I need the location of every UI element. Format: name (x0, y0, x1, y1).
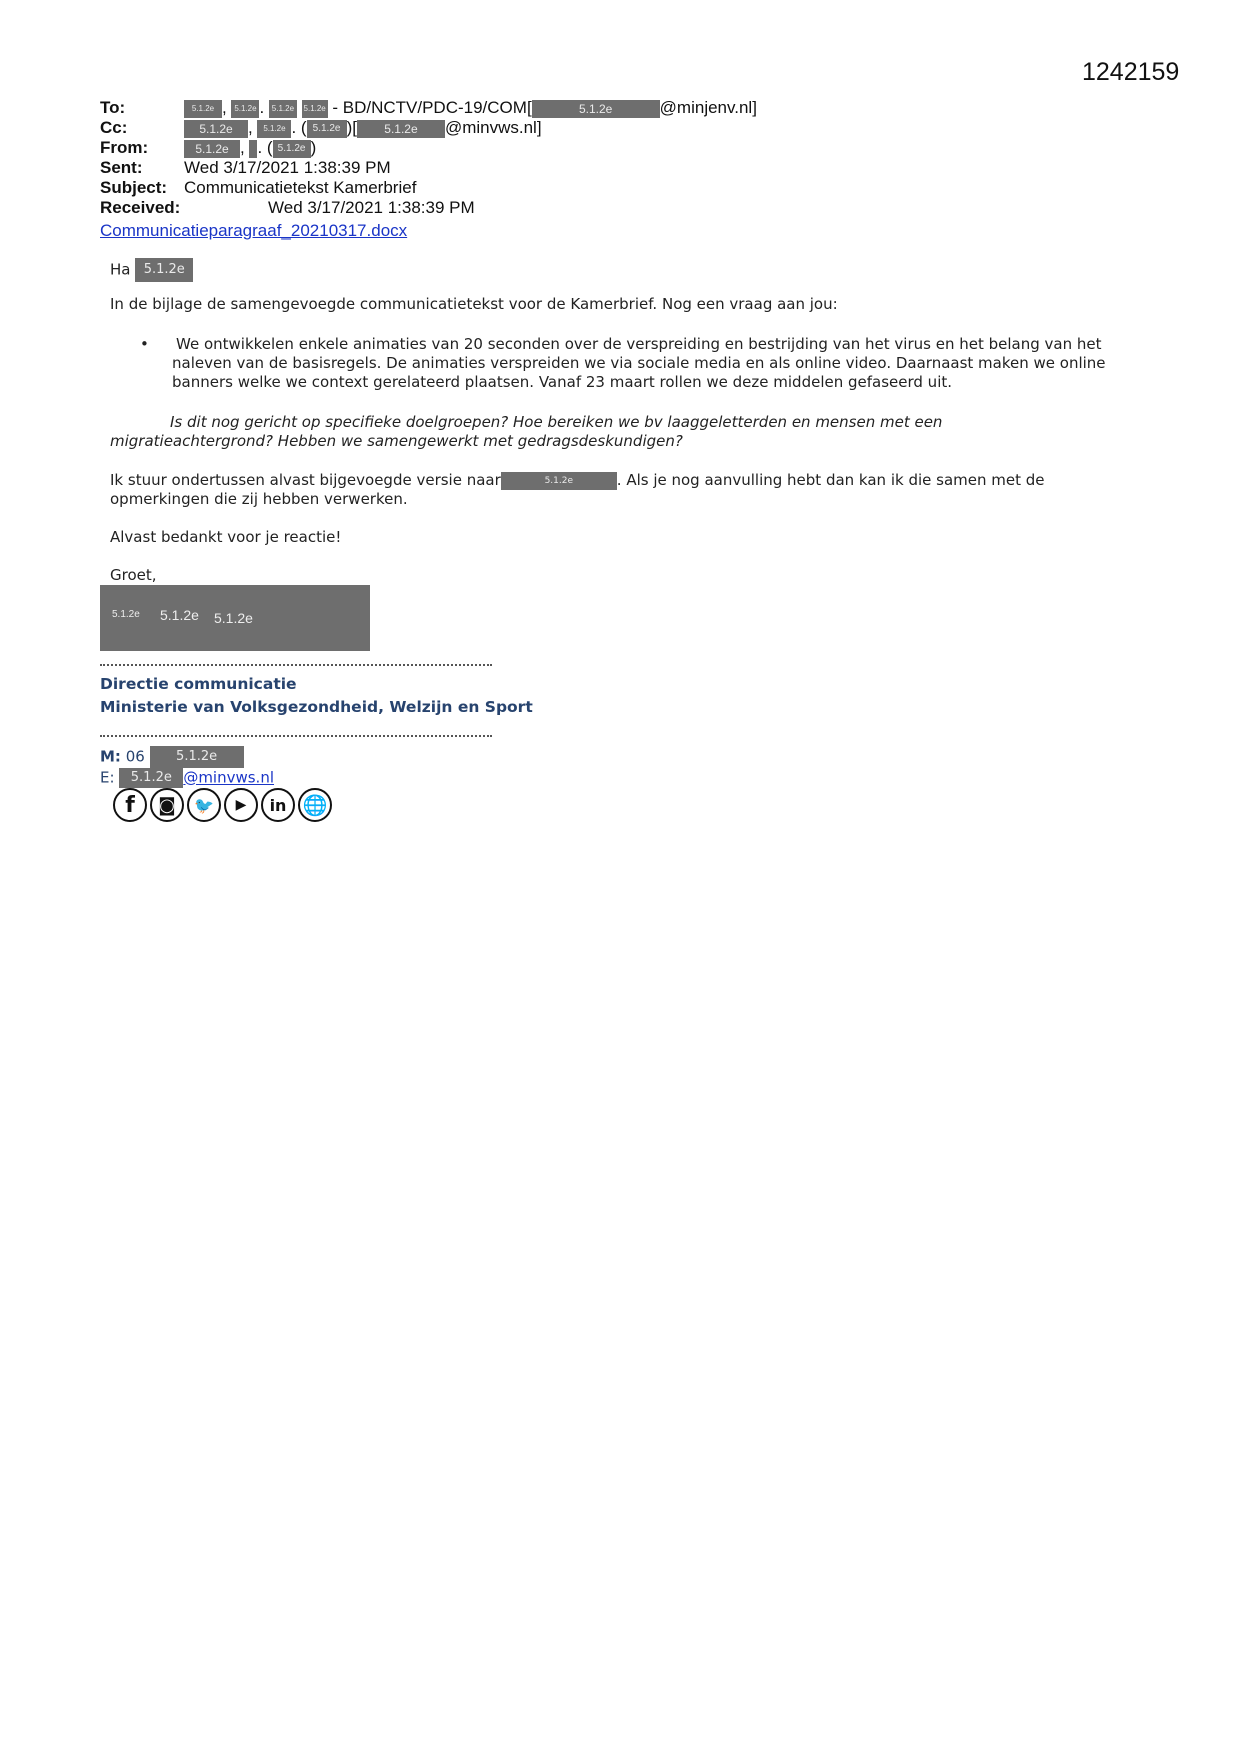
to-value: 5.1.2e , 5.1.2e . 5.1.2e 5.1.2e - BD/NCTV/PDC-19/COM[ 5.1.2e @minjenv.nl] (184, 98, 757, 118)
bullet-marker: • (140, 335, 149, 353)
intro-paragraph: In de bijlage de samengevoegde communicatietekst voor de Kamerbrief. Nog een vraag aan jou: (110, 295, 838, 313)
department-name: Directie communicatie (100, 675, 297, 693)
instagram-icon[interactable]: ◙ (150, 788, 184, 822)
redaction: 5.1.2e (112, 609, 140, 620)
from-label: From: (100, 138, 149, 157)
linkedin-icon[interactable]: in (261, 788, 295, 822)
received-value: Wed 3/17/2021 1:38:39 PM (268, 198, 475, 217)
youtube-icon[interactable]: ▶ (224, 788, 258, 822)
redaction: 5.1.2e (184, 100, 222, 118)
redaction: 5.1.2e (273, 140, 311, 158)
redaction: 5.1.2e (307, 120, 347, 138)
redaction: 5.1.2e (214, 610, 253, 626)
sent-value: Wed 3/17/2021 1:38:39 PM (184, 158, 391, 177)
cc-label: Cc: (100, 118, 128, 137)
question-line-2: migratieachtergrond? Hebben we samengewerkt met gedragsdeskundigen? (110, 432, 683, 450)
send-suffix: . Als je nog aanvulling hebt dan kan ik die samen met de (616, 471, 1045, 489)
social-icons (113, 788, 332, 822)
received-label: Received: (100, 198, 181, 217)
signature-divider (100, 664, 492, 666)
send-line-2: opmerkingen die zij hebben verwerken. (110, 490, 408, 508)
cc-value: 5.1.2e , 5.1.2e . ( 5.1.2e )[ 5.1.2e @minvws.nl] (184, 118, 542, 138)
from-value: 5.1.2e , . ( 5.1.2e ) (184, 138, 316, 158)
document-id: 1242159 (1082, 58, 1180, 86)
mobile-row (100, 746, 244, 768)
to-label: To: (100, 98, 126, 117)
closing: Groet, (110, 566, 157, 584)
send-line-1 (110, 471, 1045, 490)
redaction (249, 140, 257, 158)
twitter-icon[interactable]: 🐦 (187, 788, 221, 822)
redaction: 5.1.2e (231, 100, 259, 118)
redaction: 5.1.2e (184, 120, 248, 138)
mobile-prefix: 06 (125, 747, 145, 766)
redaction: 5.1.2e (532, 100, 660, 118)
globe-icon[interactable]: 🌐 (298, 788, 332, 822)
email-row (100, 768, 274, 788)
redaction: 5.1.2e (119, 768, 183, 788)
redaction: 5.1.2e (269, 100, 297, 118)
question-line-1: Is dit nog gericht op specifieke doelgroepen? Hoe bereiken we bv laaggeletterden en mensen met een (170, 413, 943, 431)
redaction: 5.1.2e (135, 258, 193, 282)
redaction: 5.1.2e (160, 607, 199, 623)
thanks: Alvast bedankt voor je reactie! (110, 528, 342, 546)
bullet-text: We ontwikkelen enkele animaties van 20 seconden over de verspreiding en bestrijding van het virus en het belang van het naleven van de basisregels. De animaties verspreiden we via sociale media en als online video. Daarnaast maken we online banners welke we context gerelateerd plaatsen. Vanaf 23 maart rollen we deze middelen gefaseerd uit. (172, 335, 1106, 391)
subject-value: Communicatietekst Kamerbrief (184, 178, 417, 197)
facebook-icon[interactable]: f (113, 788, 147, 822)
redaction: 5.1.2e (257, 120, 291, 138)
mobile-label: M: (100, 747, 121, 766)
signature-redaction-block (100, 585, 370, 651)
to-suffix: - BD/NCTV/PDC-19/COM[ (332, 98, 532, 117)
greeting-text: Ha (110, 260, 131, 279)
sent-label: Sent: (100, 158, 143, 177)
ministry-name: Ministerie van Volksgezondheid, Welzijn en Sport (100, 698, 533, 716)
cc-domain: @minvws.nl] (444, 118, 542, 137)
email-label: E: (100, 768, 115, 787)
redaction: 5.1.2e (357, 120, 445, 138)
redaction: 5.1.2e (184, 140, 240, 158)
redaction: 5.1.2e (302, 100, 328, 118)
send-prefix: Ik stuur ondertussen alvast bijgevoegde versie naar (110, 471, 501, 489)
redaction: 5.1.2e (501, 472, 617, 490)
subject-label: Subject: (100, 178, 168, 197)
to-domain: @minjenv.nl] (659, 98, 757, 117)
email-domain-link[interactable]: @minvws.nl (183, 768, 275, 787)
attachment-link[interactable]: Communicatieparagraaf_20210317.docx (100, 221, 408, 240)
redaction: 5.1.2e (150, 746, 244, 768)
greeting (110, 258, 193, 282)
signature-divider (100, 735, 492, 737)
